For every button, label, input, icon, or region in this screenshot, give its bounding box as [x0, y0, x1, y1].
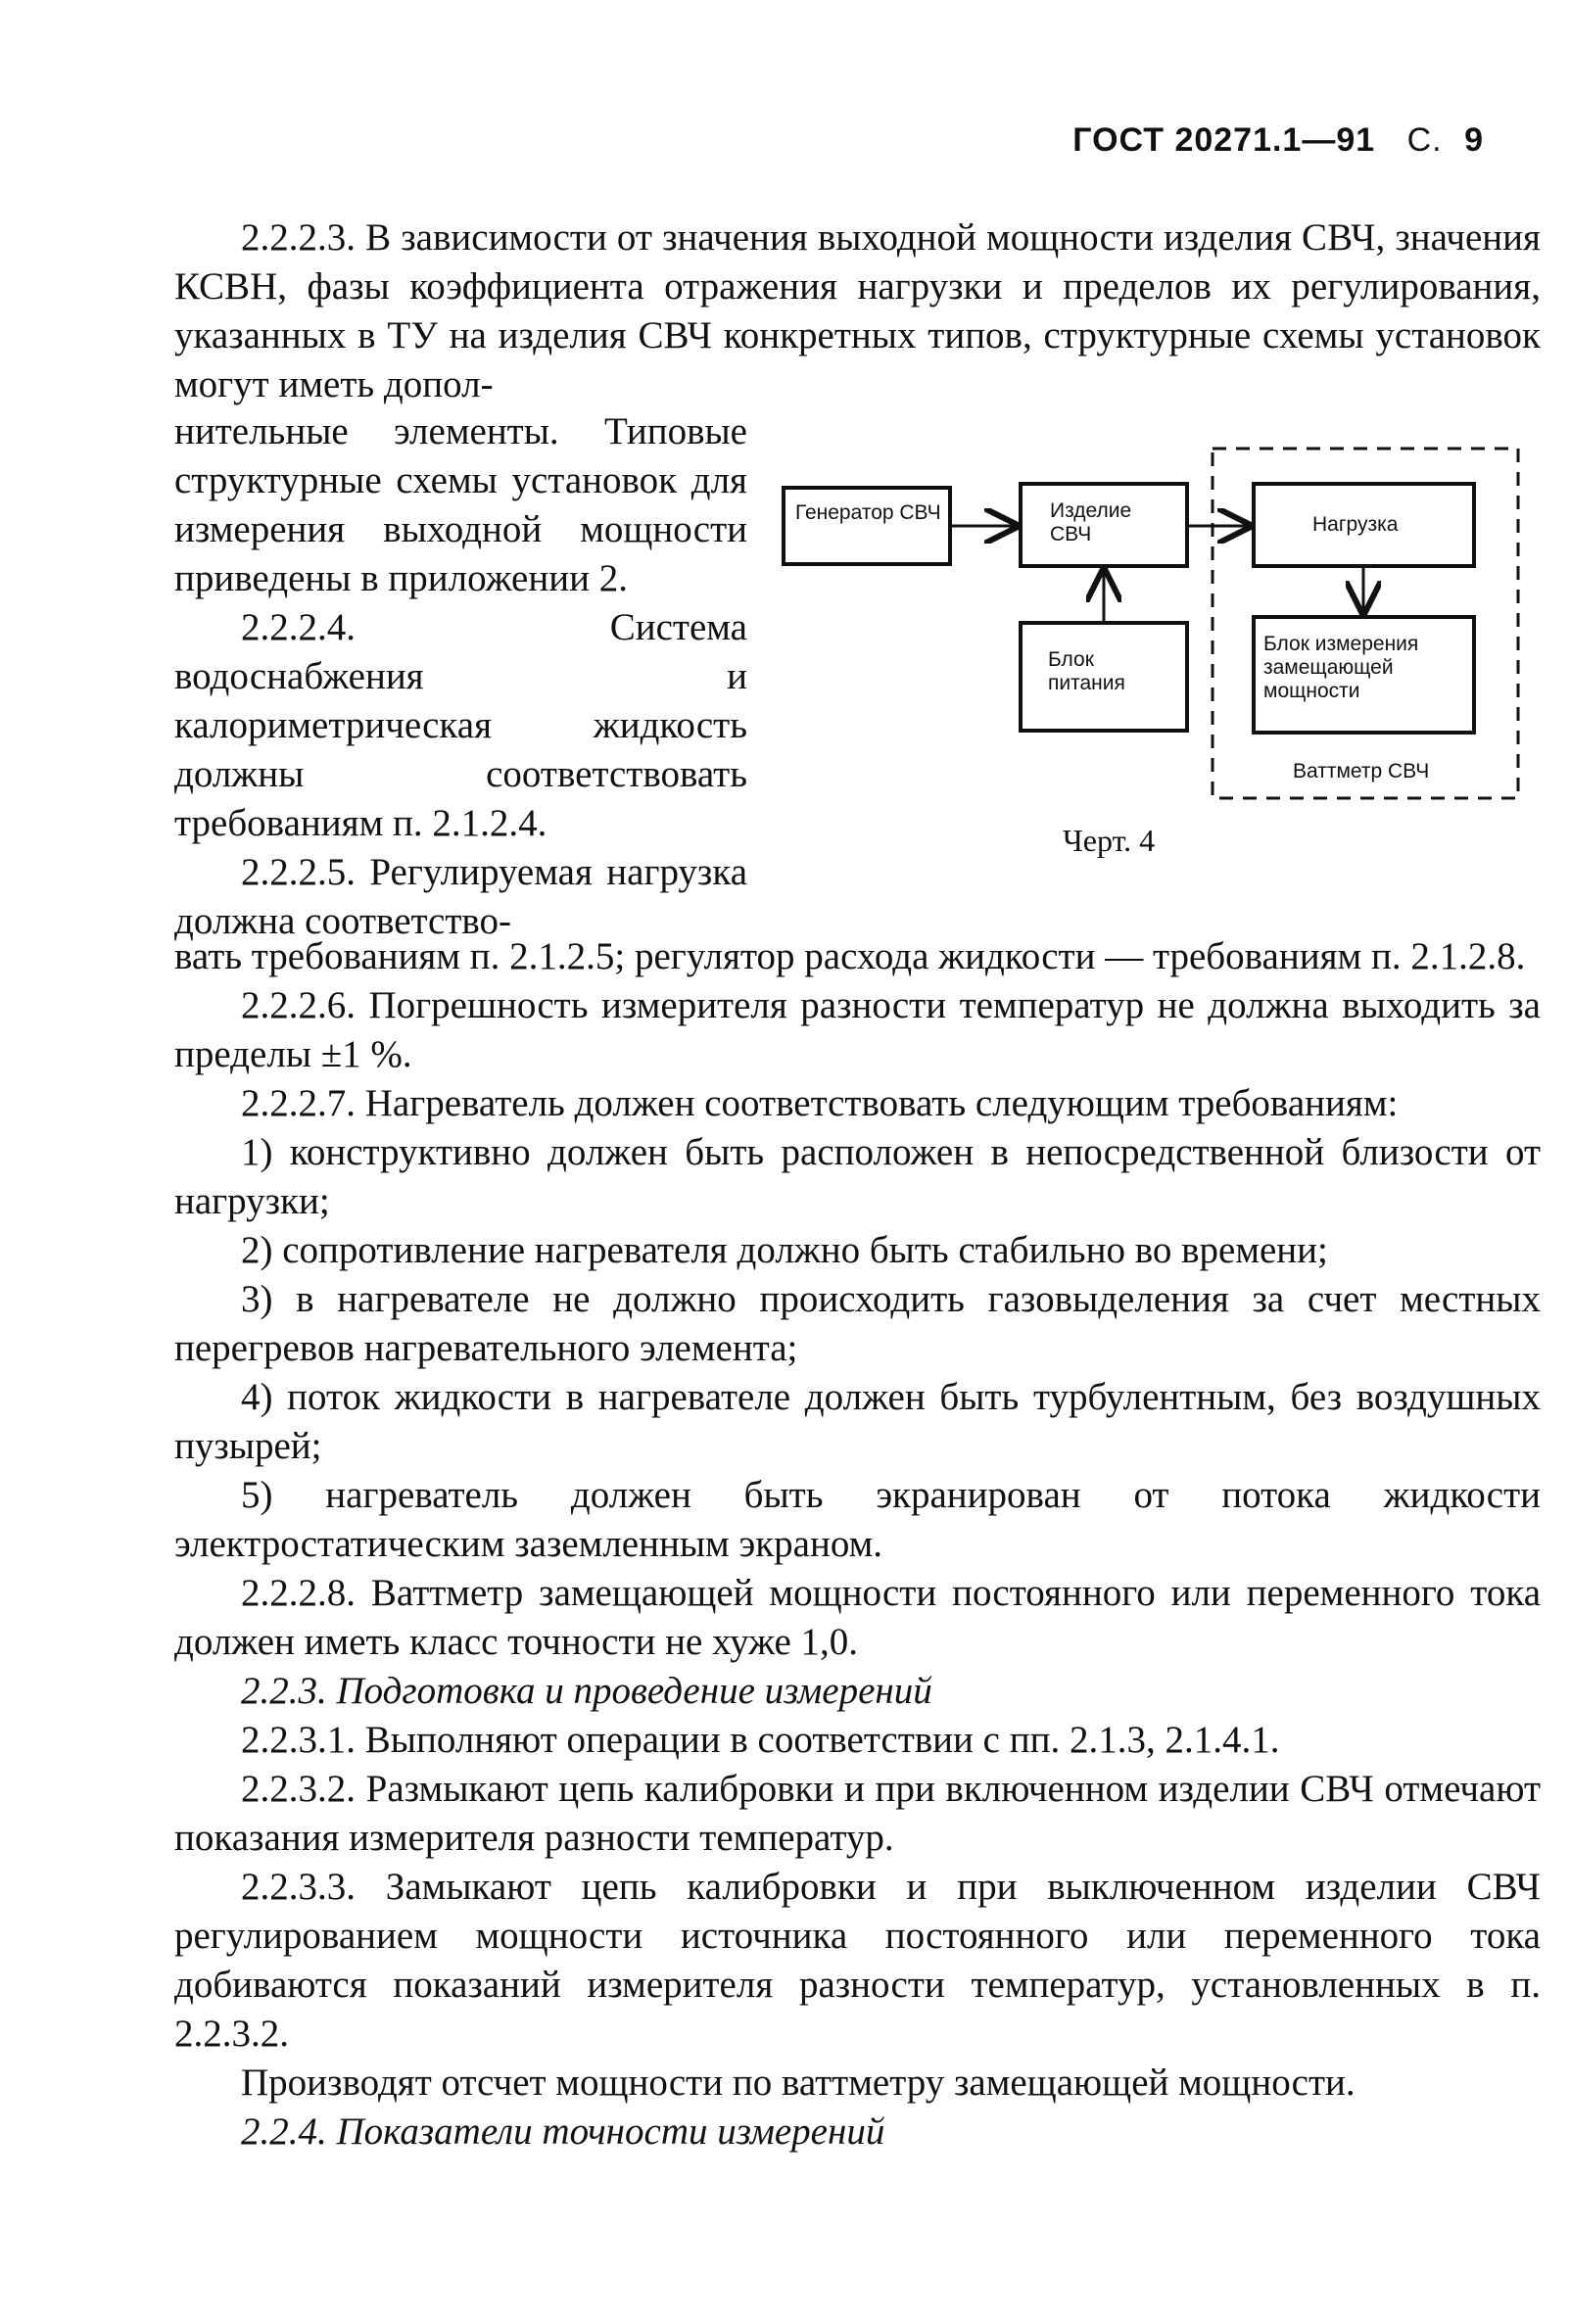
paragraph-continuation-2-2-2-5: вать требованиям п. 2.1.2.5; регулятор расхода жидкости — требованиям п. 2.1.2.8. [174, 935, 1526, 977]
list-item-3: 3) в нагревателе не должно происходить газовыделения за счет местных перегревов нагревательного элемента; [174, 1278, 1541, 1369]
list-item-4: 4) поток жидкости в нагревателе должен быть турбулентным, без воздушных пузырей; [174, 1376, 1541, 1467]
list-item-5: 5) нагреватель должен быть экранирован от потока жидкости электростатическим заземленным экраном. [174, 1474, 1541, 1565]
page-number: 9 [1464, 121, 1484, 159]
load-label: Нагрузка [1312, 513, 1399, 536]
block-diagram [764, 431, 1547, 842]
paragraph-2-2-2-7: 2.2.2.7. Нагреватель должен соответствовать следующим требованиям: [241, 1082, 1399, 1124]
main-text [174, 932, 1541, 2157]
section-heading-2-2-4: 2.2.4. Показатели точности измерений [241, 2111, 885, 2153]
section-heading-2-2-3: 2.2.3. Подготовка и проведение измерений [241, 1670, 932, 1712]
list-item-2: 2) сопротивление нагревателя должно быть стабильно во времени; [241, 1229, 1328, 1271]
intro-text [174, 213, 1541, 409]
paragraph-continuation: нительные элементы. Типовые структурные схемы установок для измерения выходной мощности приведены в приложении 2. [174, 410, 747, 599]
paragraph-2-2-2-3: 2.2.2.3. В зависимости от значения выходной мощности изделия СВЧ, значения КСВН, фазы коэффициента отражения нагрузки и пределов их регулирования, указанных в ТУ на изделия СВЧ конкретных типов, структурные схемы установок могут иметь допол- [174, 216, 1541, 405]
paragraph-2-2-2-6: 2.2.2.6. Погрешность измерителя разности температур не должна выходить за пределы ±1 %. [174, 984, 1541, 1075]
paragraph-2-2-3-2: 2.2.3.2. Размыкают цепь калибровки и при включенном изделии СВЧ отмечают показания измерителя разности температур. [174, 1768, 1541, 1859]
wattmeter-label: Ваттметр СВЧ [1293, 760, 1430, 783]
paragraph-2-2-2-4: 2.2.2.4. Система водоснабжения и калориметрическая жидкость должны соответствовать требованиям п. 2.1.2.4. [174, 606, 747, 844]
figure-caption: Черт. 4 [1063, 823, 1156, 858]
measure-block-label: Блок измерения замещающей мощности [1263, 633, 1419, 702]
power-supply-label: Блок питания [1048, 648, 1125, 694]
generator-box [784, 488, 950, 564]
paragraph-2-2-3-3: 2.2.3.3. Замыкают цепь калибровки и при выключенном изделии СВЧ регулированием мощности источника постоянного или переменного тока добиваются показаний измерителя разности температур, установленных в п. 2.2.3.2. [174, 1866, 1541, 2055]
paragraph-2-2-2-5: 2.2.2.5. Регулируемая нагрузка должна соответство- [174, 851, 747, 942]
standard-number: ГОСТ 20271.1—91 [1072, 121, 1376, 159]
product-label: Изделие СВЧ [1050, 499, 1132, 545]
generator-label: Генератор СВЧ [795, 501, 941, 524]
paragraph-2-2-3-1: 2.2.3.1. Выполняют операции в соответствии с пп. 2.1.3, 2.1.4.1. [241, 1719, 1280, 1761]
paragraph-reading: Производят отсчет мощности по ваттметру замещающей мощности. [241, 2062, 1356, 2104]
page-header [1072, 121, 1484, 160]
paragraph-2-2-2-8: 2.2.2.8. Ваттметр замещающей мощности постоянного или переменного тока должен иметь класс точности не хуже 1,0. [174, 1572, 1541, 1663]
page-label: С. [1406, 121, 1443, 159]
list-item-1: 1) конструктивно должен быть расположен в непосредственной близости от нагрузки; [174, 1131, 1541, 1222]
wrapped-text-column [174, 407, 747, 946]
